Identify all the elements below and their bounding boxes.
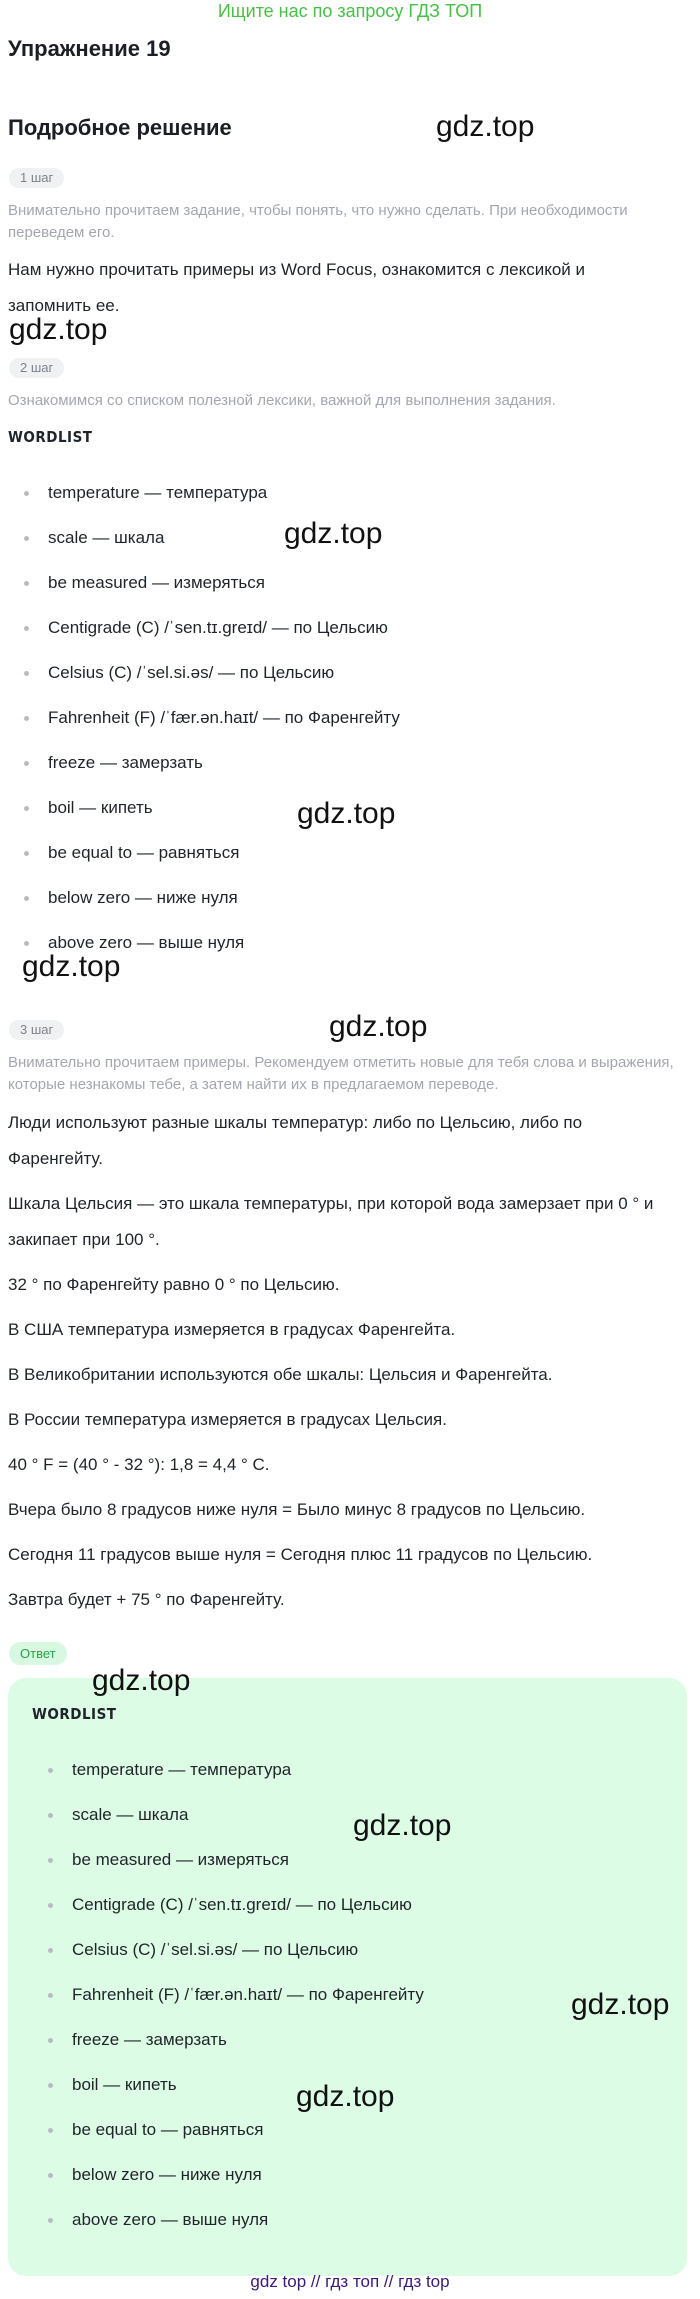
wordlist-item: boil — кипеть — [0, 785, 660, 830]
watermark: gdz.top — [22, 950, 121, 983]
wordlist-title: WORDLIST — [8, 428, 93, 446]
watermark: gdz.top — [571, 1988, 670, 2021]
step-2-badge: 2 шаг — [9, 358, 64, 378]
example-sentence: В России температура измеряется в градусах Цельсия. — [8, 1410, 447, 1429]
answer-wordlist-item: be measured — измеряться — [24, 1837, 684, 1882]
top-banner[interactable]: Ищите нас по запросу ГДЗ ТОП — [217, 1, 483, 21]
wordlist-item: Celsius (C) /ˈsel.si.əs/ — по Цельсию — [0, 650, 660, 695]
example-sentence: Шкала Цельсия — это шкала температуры, при которой вода замерзает при 0 ° и закипает при 100 °. — [8, 1194, 654, 1249]
step-2-hint: Ознакомимся со списком полезной лексики, важной для выполнения задания. — [8, 392, 556, 409]
watermark: gdz.top — [329, 1010, 428, 1043]
watermark: gdz.top — [353, 1809, 452, 1842]
answer-wordlist-item: Celsius (C) /ˈsel.si.əs/ — по Цельсию — [24, 1927, 684, 1972]
answer-wordlist-item: temperature — температура — [24, 1747, 684, 1792]
answer-wordlist-item: be equal to — равняться — [24, 2107, 684, 2152]
section-title: Подробное решение — [8, 115, 232, 140]
answer-wordlist-item: Centigrade (C) /ˈsen.tɪ.greɪd/ — по Цельсию — [24, 1882, 684, 1927]
wordlist-item: be measured — измеряться — [0, 560, 660, 605]
page-title: Упражнение 19 — [8, 36, 171, 61]
footer-links[interactable]: gdz top // гдз топ // гдз top — [250, 2272, 450, 2291]
answer-wordlist-item: scale — шкала — [24, 1792, 684, 1837]
example-sentence: 32 ° по Фаренгейту равно 0 ° по Цельсию. — [8, 1275, 340, 1294]
watermark: gdz.top — [284, 517, 383, 550]
example-sentence: Сегодня 11 градусов выше нуля = Сегодня плюс 11 градусов по Цельсию. — [8, 1545, 593, 1564]
watermark: gdz.top — [296, 2080, 395, 2113]
step-1-hint: Внимательно прочитаем задание, чтобы понять, что нужно сделать. При необходимости переведем его. — [8, 202, 628, 241]
wordlist-item: above zero — выше нуля — [0, 920, 660, 965]
watermark: gdz.top — [92, 1664, 191, 1697]
wordlist-item: Centigrade (C) /ˈsen.tɪ.greɪd/ — по Цельсию — [0, 605, 660, 650]
wordlist-item: be equal to — равняться — [0, 830, 660, 875]
example-sentence: В Великобритании используются обе шкалы: Цельсия и Фаренгейта. — [8, 1365, 553, 1384]
answer-badge: Ответ — [9, 1642, 67, 1665]
watermark: gdz.top — [9, 313, 108, 346]
answer-wordlist-item: Fahrenheit (F) /ˈfær.ən.haɪt/ — по Фаренгейту — [24, 1972, 684, 2017]
step-1-text: Нам нужно прочитать примеры из Word Focus, ознакомится с лексикой и запомнить ее. — [8, 260, 585, 315]
wordlist-item: scale — шкала — [0, 515, 660, 560]
answer-wordlist-item: freeze — замерзать — [24, 2017, 684, 2062]
example-sentence: Люди используют разные шкалы температур: либо по Цельсию, либо по Фаренгейту. — [8, 1113, 583, 1168]
wordlist-item: freeze — замерзать — [0, 740, 660, 785]
answer-wordlist-item: above zero — выше нуля — [24, 2197, 684, 2242]
step-1-badge: 1 шаг — [9, 168, 64, 188]
watermark: gdz.top — [436, 110, 535, 143]
watermark: gdz.top — [297, 797, 396, 830]
step-3-badge: 3 шаг — [9, 1020, 64, 1040]
example-sentence: Вчера было 8 градусов ниже нуля = Было минус 8 градусов по Цельсию. — [8, 1500, 586, 1519]
answer-wordlist-item: boil — кипеть — [24, 2062, 684, 2107]
example-sentence: Завтра будет + 75 ° по Фаренгейту. — [8, 1590, 285, 1609]
answer-wordlist-item: below zero — ниже нуля — [24, 2152, 684, 2197]
wordlist-item: Fahrenheit (F) /ˈfær.ən.haɪt/ — по Фаренгейту — [0, 695, 660, 740]
example-sentence: В США температура измеряется в градусах Фаренгейта. — [8, 1320, 456, 1339]
step-3-hint: Внимательно прочитаем примеры. Рекомендуем отметить новые для тебя слова и выражения, которые незнакомы тебе, а затем найти их в предлагаемом переводе. — [8, 1054, 674, 1093]
answer-wordlist-title: WORDLIST — [32, 1705, 117, 1723]
wordlist-item: temperature — температура — [0, 470, 660, 515]
wordlist-item: below zero — ниже нуля — [0, 875, 660, 920]
example-sentence: 40 ° F = (40 ° - 32 °): 1,8 = 4,4 ° C. — [8, 1455, 270, 1474]
